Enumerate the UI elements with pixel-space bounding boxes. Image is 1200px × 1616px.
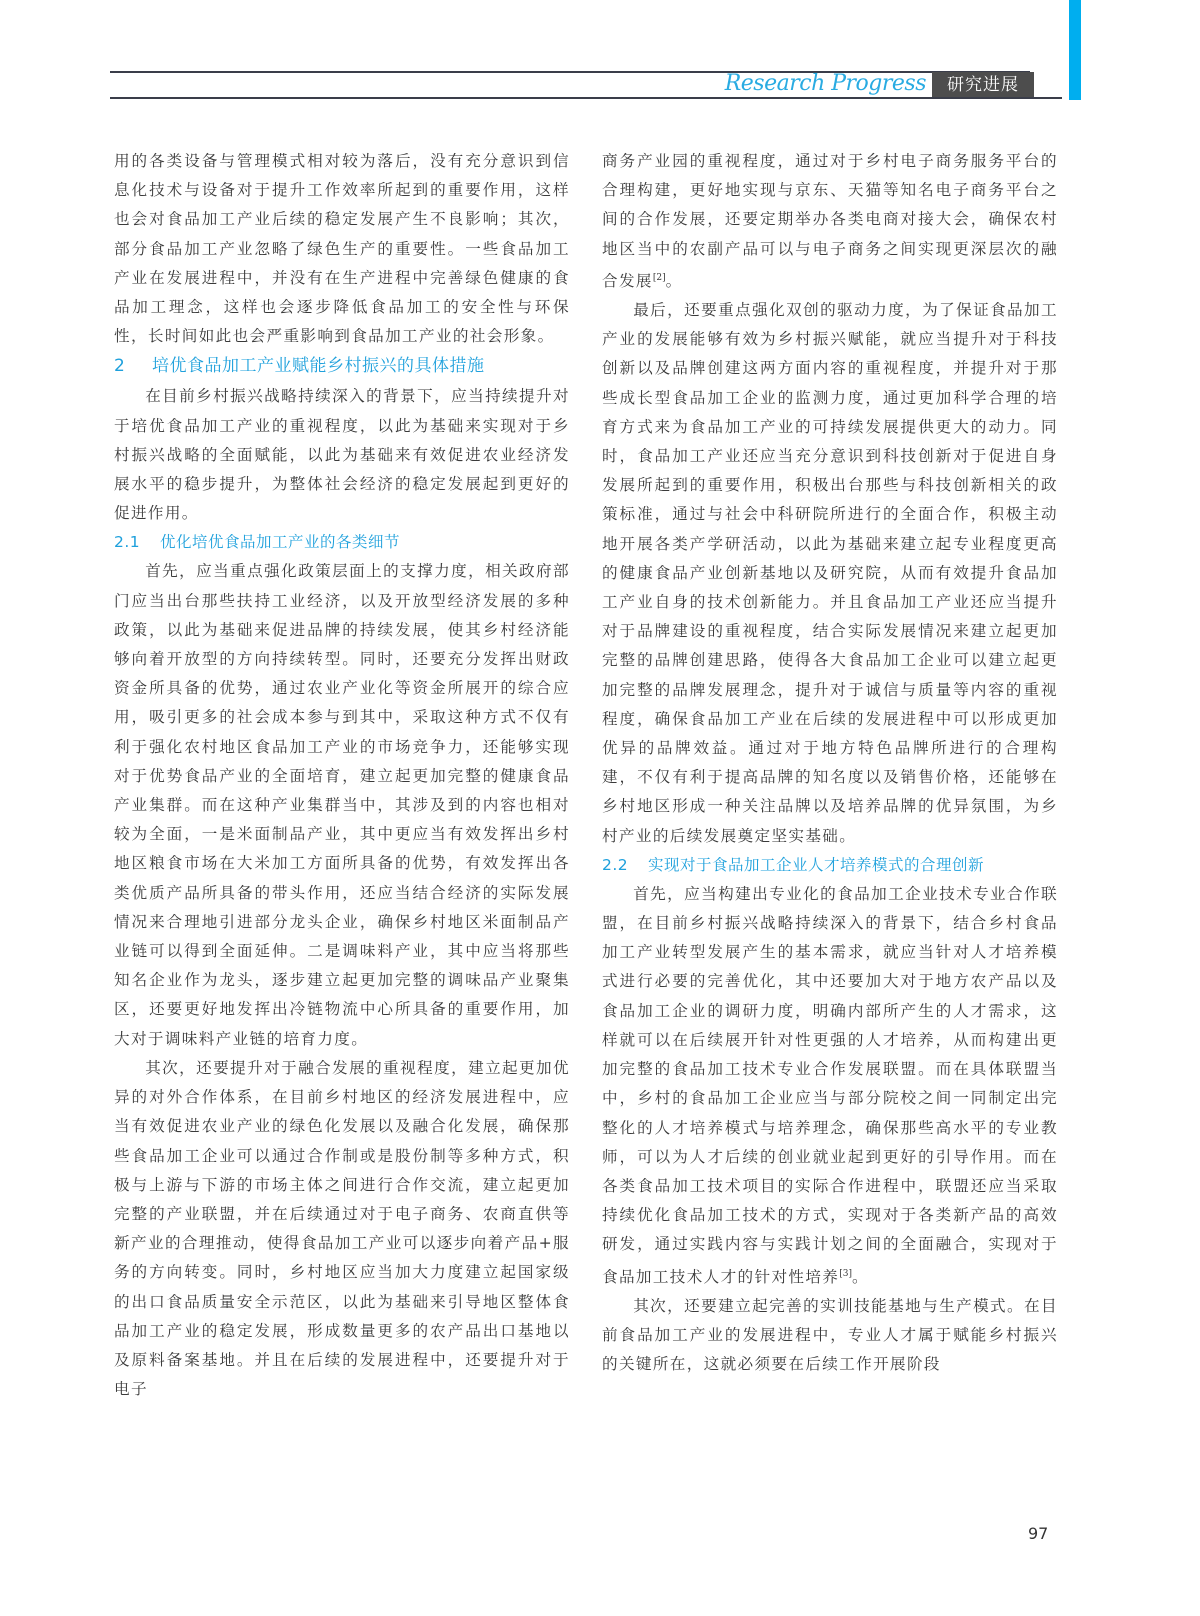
right-column [602,147,1058,1379]
section-title-cn: 研究进展 [932,72,1034,98]
paragraph: 最后，还要重点强化双创的驱动力度，为了保证食品加工产业的发展能够有效为乡村振兴赋能，就应当提升对于科技创新以及品牌创建这两方面内容的重视程度，并提升对于那些成长型食品加工企业的监测力度，通过更加科学合理的培育方式来为食品加工产业的可持续发展提供更大的动力。同时，食品加工产业还应当充分意识到科技创新对于促进自身发展所起到的重要作用，积极出台那些与科技创新相关的政策标准，通过与社会中科研院所进行的全面合作，积极主动地开展各类产学研活动，以此为基础来建立起专业程度更高的健康食品产业创新基地以及研究院，从而有效提升食品加工产业自身的技术创新能力。并且食品加工产业还应当提升对于品牌建设的重视程度，结合实际发展情况来建立起更加完整的品牌创建思路，使得各大食品加工企业可以建立起更加完整的品牌发展理念，提升对于诚信与质量等内容的重视程度，确保食品加工产业在后续的发展进程中可以形成更加优异的品牌效益。通过对于地方特色品牌所进行的合理构建，不仅有利于提高品牌的知名度以及销售价格，还能够在乡村地区形成一种关注品牌以及培养品牌的优异氛围，为乡村产业的后续发展奠定坚实基础。 [602,301,1058,845]
punctuation: 。 [665,271,683,290]
subsection-number: 2.1 [114,533,141,552]
header-rule-bottom [110,97,1062,99]
section-heading [114,351,570,382]
subsection-title: 实现对于食品加工企业人才培养模式的合理创新 [648,855,985,874]
paragraph-text: 商务产业园的重视程度，通过对于乡村电子商务服务平台的合理构建，更好地实现与京东、天猫等知名电子商务平台之间的合作发展，还要定期举办各类电商对接大会，确保农村地区当中的农副产品可以与电子商务之间实现更深层次的融合发展 [602,152,1058,290]
paragraph-text: 首先，应当构建出专业化的食品加工企业技术专业合作联盟，在目前乡村振兴战略持续深入的背景下，结合乡村食品加工产业转型发展产生的基本需求，就应当针对人才培养模式进行必要的完善优化，其中还要加大对于地方农产品以及食品加工企业的调研力度，明确内部所产生的人才需求，这样就可以在后续展开针对性更强的人才培养，从而构建出更加完整的食品加工技术专业合作发展联盟。而在具体联盟当中，乡村的食品加工企业应当与部分院校之间一同制定出完整化的人才培养模式与培养理念，确保那些高水平的专业教师，可以为人才后续的创业就业起到更好的引导作用。而在各类食品加工技术项目的实际合作进程中，联盟还应当采取持续优化食品加工技术的方式，实现对于各类新产品的高效研发，通过实践内容与实践计划之间的全面融合，实现对于食品加工技术人才的针对性培养 [602,884,1058,1286]
punctuation: 。 [851,1267,869,1286]
subsection-heading [602,851,1058,880]
section-title: 培优食品加工产业赋能乡村振兴的具体措施 [152,356,485,377]
paragraph: 在目前乡村振兴战略持续深入的背景下，应当持续提升对于培优食品加工产业的重视程度，以此为基础来实现对于乡村振兴战略的全面赋能，以此为基础来有效促进农业经济发展水平的稳步提升，为整体社会经济的稳定发展起到更好的促进作用。 [114,387,570,523]
citation: [2] [652,272,666,283]
paragraph: 其次，还要提升对于融合发展的重视程度，建立起更加优异的对外合作体系，在目前乡村地区的经济发展进程中，应当有效促进农业产业的绿色化发展以及融合化发展，确保那些食品加工企业可以通过合作制或是股份制等多种方式，积极与上游与下游的市场主体之间进行合作交流，建立起更加完整的产业联盟，并在后续通过对于电子商务、农商直供等新产业的合理推动，使得食品加工产业可以逐步向着产品+服务的方向转变。同时，乡村地区应当加大力度建立起国家级的出口食品质量安全示范区，以此为基础来引导地区整体食品加工产业的稳定发展，形成数量更多的农产品出口基地以及原料备案基地。并且在后续的发展进程中，还要提升对于电子 [114,1058,570,1399]
section-title-en: Research Progress [724,71,926,96]
paragraph [602,147,1058,296]
paragraph: 首先，应当重点强化政策层面上的支撑力度，相关政府部门应当出台那些扶持工业经济，以及开放型经济发展的多种政策，以此为基础来促进品牌的持续发展，使其乡村经济能够向着开放型的方向持续转型。同时，还要充分发挥出财政资金所具备的优势，通过农业产业化等资金所展开的综合应用，吸引更多的社会成本参与到其中，采取这种方式不仅有利于强化农村地区食品加工产业的市场竞争力，还能够实现对于优势食品产业的全面培育，建立起更加完整的健康食品产业集群。而在这种产业集群当中，其涉及到的内容也相对较为全面，一是米面制品产业，其中更应当有效发挥出乡村地区粮食市场在大米加工方面所具备的优势，有效发挥出各类优质产品所具备的带头作用，还应当结合经济的实际发展情况来合理地引进部分龙头企业，确保乡村地区米面制品产业链可以得到全面延伸。二是调味料产业，其中应当将那些知名企业作为龙头，逐步建立起更加完整的调味品产业聚集区，还要更好地发挥出冷链物流中心所具备的重要作用，加大对于调味料产业链的培育力度。 [114,562,570,1048]
subsection-title: 优化培优食品加工产业的各类细节 [160,533,401,552]
paragraph [602,880,1058,1292]
section-number: 2 [114,356,126,377]
subsection-number: 2.2 [602,855,629,874]
paragraph: 用的各类设备与管理模式相对较为落后，没有充分意识到信息化技术与设备对于提升工作效率所起到的重要作用，这样也会对食品加工产业后续的稳定发展产生不良影响；其次，部分食品加工产业忽略了绿色生产的重要性。一些食品加工产业在发展进程中，并没有在生产进程中完善绿色健康的食品加工理念，这样也会逐步降低食品加工的安全性与环保性，长时间如此也会严重影响到食品加工产业的社会形象。 [114,152,570,346]
subsection-heading [114,528,570,557]
accent-bar [1069,0,1081,100]
citation: [3] [839,1268,852,1279]
paragraph: 其次，还要建立起完善的实训技能基地与生产模式。在目前食品加工产业的发展进程中，专业人才属于赋能乡村振兴的关键所在，这就必须要在后续工作开展阶段 [602,1296,1058,1374]
page-number: 97 [1028,1524,1049,1543]
left-column [114,147,570,1404]
